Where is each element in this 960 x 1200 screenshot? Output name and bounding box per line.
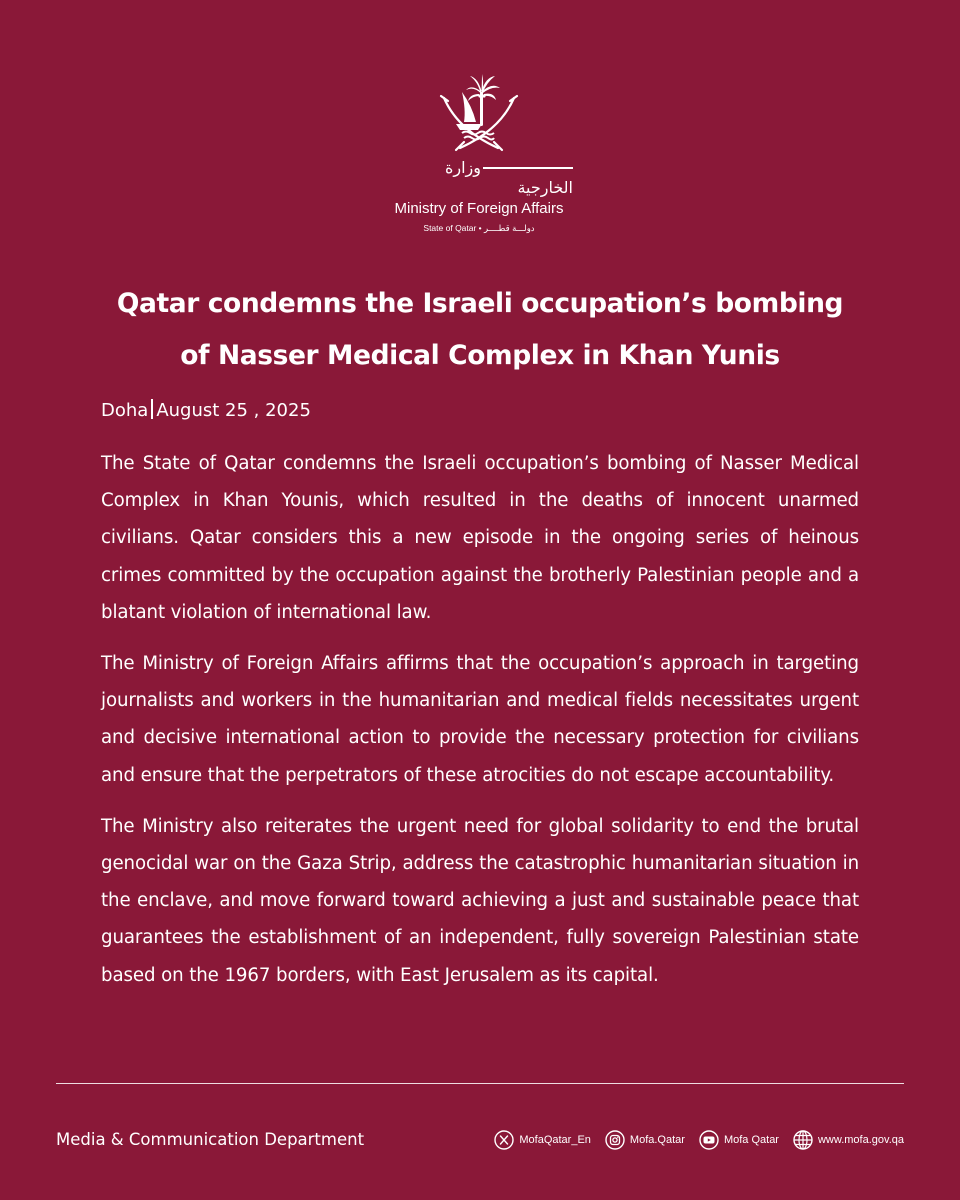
statement-body <box>101 445 859 1008</box>
statement-paragraph: The Ministry of Foreign Affairs affirms that the occupation’s approach in targeting journalists and workers in the humanitarian and medical fields necessitates urgent and decisive international action to provide the necessary protection for civilians and ensure that the perpetrators of these atrocities do not escape accountability. <box>101 653 859 786</box>
dateline <box>101 396 311 426</box>
social-website-label[interactable]: www.mofa.gov.qa <box>817 1134 904 1146</box>
social-x[interactable] <box>494 1130 591 1150</box>
social-instagram[interactable] <box>605 1130 685 1150</box>
youtube-icon <box>699 1130 719 1150</box>
social-youtube[interactable] <box>699 1130 779 1150</box>
dateline-date: August 25 , 2025 <box>156 400 311 421</box>
headline-line-2: of Nasser Medical Complex in Khan Yunis <box>180 340 780 371</box>
ministry-logo <box>0 70 960 234</box>
headline <box>40 278 920 382</box>
arabic-ministry-name: وزارة الخارجية <box>444 158 573 197</box>
social-youtube-label[interactable]: Mofa Qatar <box>723 1134 779 1146</box>
social-links <box>494 1128 904 1152</box>
qatar-emblem-icon <box>436 70 522 154</box>
globe-icon <box>793 1130 813 1150</box>
social-website[interactable] <box>793 1130 904 1150</box>
department-name: Media & Communication Department <box>56 1130 365 1149</box>
dateline-location: Doha <box>101 400 149 421</box>
statement-paragraph: The Ministry also reiterates the urgent need for global solidarity to end the brutal genocidal war on the Gaza Strip, address the catastrophic humanitarian situation in the enclave, and move forward toward achieving a just and sustainable peace that guarantees the establishment of an independent, fully sovereign Palestinian state based on the 1967 borders, with East Jerusalem as its capital. <box>101 815 859 986</box>
headline-line-1: Qatar condemns the Israeli occupation’s bombing <box>116 288 844 319</box>
state-of-qatar-label: State of Qatar • دولـــة قطــــر <box>423 223 535 233</box>
social-instagram-label[interactable]: Mofa.Qatar <box>629 1134 685 1146</box>
footer-divider <box>56 1083 904 1084</box>
x-twitter-icon <box>494 1130 514 1150</box>
statement-paragraph: The State of Qatar condemns the Israeli occupation’s bombing of Nasser Medical Complex in Khan Younis, which resulted in the deaths of innocent unarmed civilians. Qatar considers this a new episode in the ongoing series of heinous crimes committed by the occupation against the brotherly Palestinian people and a blatant violation of international law. <box>101 453 859 623</box>
social-x-label[interactable]: MofaQatar_En <box>519 1134 591 1146</box>
ministry-name: Ministry of Foreign Affairs <box>394 200 564 217</box>
dateline-separator <box>151 399 153 419</box>
instagram-icon <box>605 1130 625 1150</box>
